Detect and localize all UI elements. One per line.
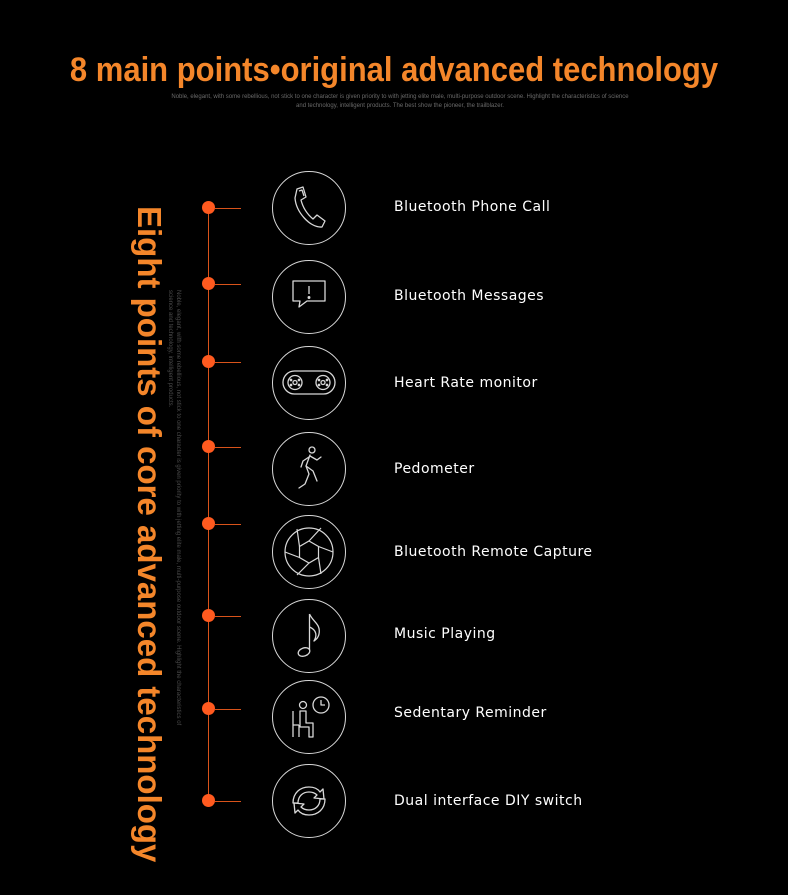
timeline-connector [215,447,241,448]
feature-label: Bluetooth Phone Call [394,199,551,215]
runner-icon [272,432,346,506]
feature-label: Bluetooth Remote Capture [394,544,593,560]
timeline-connector [215,616,241,617]
feature-label: Bluetooth Messages [394,288,545,304]
feature-label: Pedometer [394,461,475,477]
vertical-title: Eight points of core advanced technology [131,206,168,863]
sedentary-icon [272,680,346,754]
timeline-dot [202,440,215,453]
timeline-connector [215,801,241,802]
switch-arrows-icon [272,764,346,838]
timeline-connector [215,524,241,525]
music-note-icon [272,599,346,673]
timeline-connector [215,284,241,285]
timeline-dot [202,517,215,530]
feature-label: Music Playing [394,626,496,642]
page-subtitle: Noble, elegant, with some rebellious, not stick to one character is given priority to with jetting elite male, multi-purpose outdoor scene. Highlight the characteristics of science and technology, intelligent products. The best show the pioneer, the trailblazer. [171,94,629,109]
message-icon [272,260,346,334]
timeline-dot [202,355,215,368]
timeline-connector [215,709,241,710]
feature-label: Sedentary Reminder [394,705,547,721]
timeline-dot [202,201,215,214]
feature-label: Dual interface DIY switch [394,793,583,809]
timeline-dot [202,277,215,290]
phone-icon [272,171,346,245]
timeline-connector [215,362,241,363]
timeline-dot [202,702,215,715]
timeline-dot [202,794,215,807]
timeline-connector [215,208,241,209]
page-title: 8 main points•original advanced technology [69,49,719,90]
heart-rate-sensor-icon [272,346,346,420]
feature-label: Heart Rate monitor [394,375,538,391]
vertical-note: Noble, elegant, with some rebellious, not stick to one character is given priority to with jetting elite male, multi-purpose outdoor scene. Highlight the characteristics of science and technology, intelligent products. [167,290,181,726]
camera-shutter-icon [272,515,346,589]
timeline-dot [202,609,215,622]
